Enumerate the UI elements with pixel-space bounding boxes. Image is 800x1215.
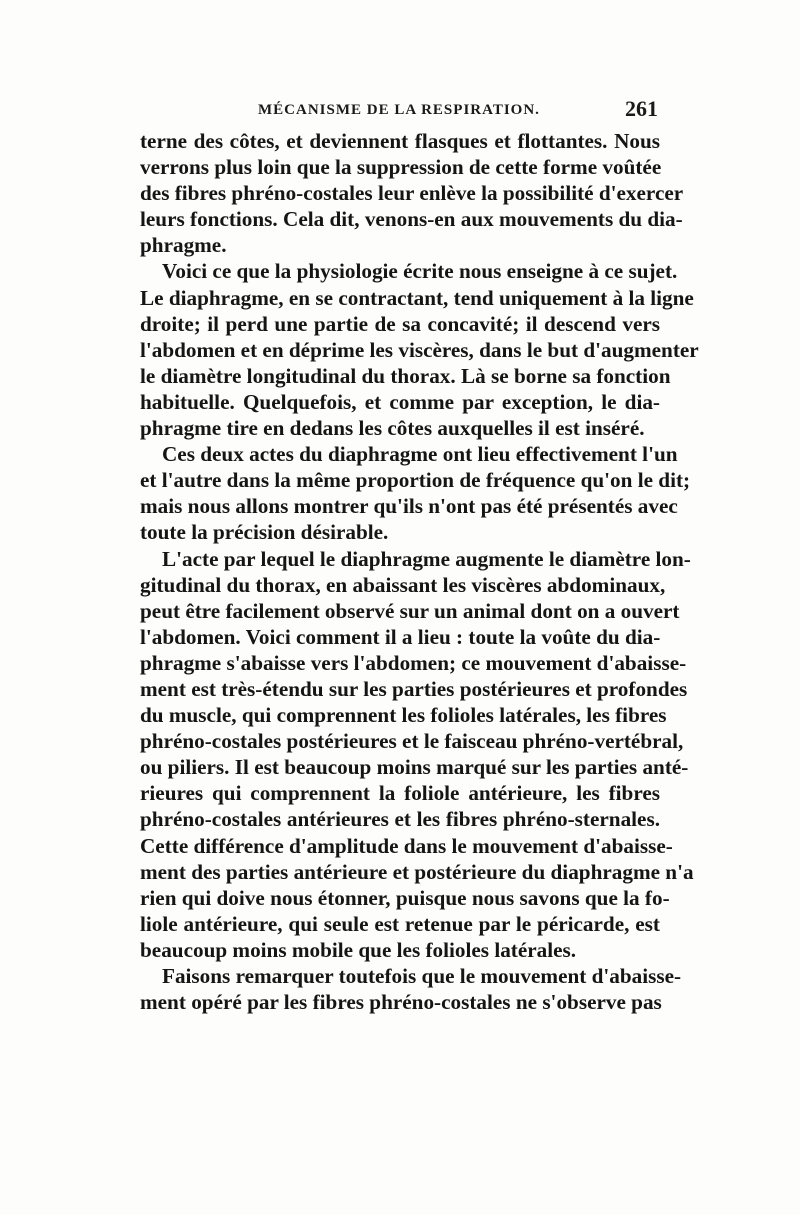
page-number: 261 [625,96,658,121]
text-line: l'abdomen et en déprime les viscères, dans le but d'augmenter [140,337,699,362]
text-line: verrons plus loin que la suppression de cette forme voûtée [140,155,662,180]
text-line: le diamètre longitudinal du thorax. Là se borne sa fonction [140,363,671,388]
text-line: toute la précision désirable. [140,520,389,545]
text-line: phréno-costales postérieures et le faisceau phréno-vertébral, [140,729,684,754]
text-line: phréno-costales antérieures et les fibres phréno-sternales. [140,807,660,832]
text-line: droite; il perd une partie de sa concavité; il descend vers [140,311,660,336]
text-line: habituelle. Quelquefois, et comme par exception, le dia- [140,389,660,414]
text-line: liole antérieure, qui seule est retenue par le péricarde, est [140,911,660,936]
text-line: L'acte par lequel le diaphragme augmente le diamètre lon- [162,546,691,571]
running-head [140,98,660,124]
text-line: Faisons remarquer toutefois que le mouvement d'abaisse- [162,964,682,988]
text-line: phragme s'abaisse vers l'abdomen; ce mouvement d'abaisse- [140,650,687,675]
text-line: leurs fonctions. Cela dit, venons-en aux mouvements du dia- [140,207,683,232]
text-line: gitudinal du thorax, en abaissant les viscères abdominaux, [140,572,666,597]
text-line: beaucoup moins mobile que les folioles latérales. [140,937,577,962]
text-line: phragme tire en dedans les côtes auxquelles il est inséré. [140,416,645,441]
text-line: Le diaphragme, en se contractant, tend uniquement à la ligne [140,285,694,310]
text-line: phragme. [140,233,227,258]
text-line: mais nous allons montrer qu'ils n'ont pas été présentés avec [140,494,678,519]
text-line: ment des parties antérieure et postérieure du diaphragme n'a [140,859,694,884]
text-line: rien qui doive nous étonner, puisque nous savons que la fo- [140,885,670,910]
body-text [140,128,699,1015]
text-line: et l'autre dans la même proportion de fréquence qu'on le dit; [140,468,691,493]
text-line: des fibres phréno-costales leur enlève la possibilité d'exercer [140,181,684,206]
running-title: MÉCANISME DE LA RESPIRATION. [258,102,540,118]
text-line: du muscle, qui comprennent les folioles latérales, les fibres [140,703,667,728]
text-line: Ces deux actes du diaphragme ont lieu effectivement l'un [162,442,678,467]
text-line: ment opéré par les fibres phréno-costales ne s'observe pas [140,990,662,1015]
text-line: Cette différence d'amplitude dans le mouvement d'abaisse- [140,833,673,858]
text-line: rieures qui comprennent la foliole antérieure, les fibres [140,781,660,806]
text-line: l'abdomen. Voici comment il a lieu : toute la voûte du dia- [140,624,661,649]
text-line: terne des côtes, et deviennent flasques et flottantes. Nous [140,129,660,153]
text-line: peut être facilement observé sur un animal dont on a ouvert [140,598,680,623]
text-line: Voici ce que la physiologie écrite nous enseigne à ce sujet. [162,259,678,284]
text-line: ment est très-étendu sur les parties postérieures et profondes [140,676,688,701]
text-line: ou piliers. Il est beaucoup moins marqué sur les parties anté- [140,755,689,780]
